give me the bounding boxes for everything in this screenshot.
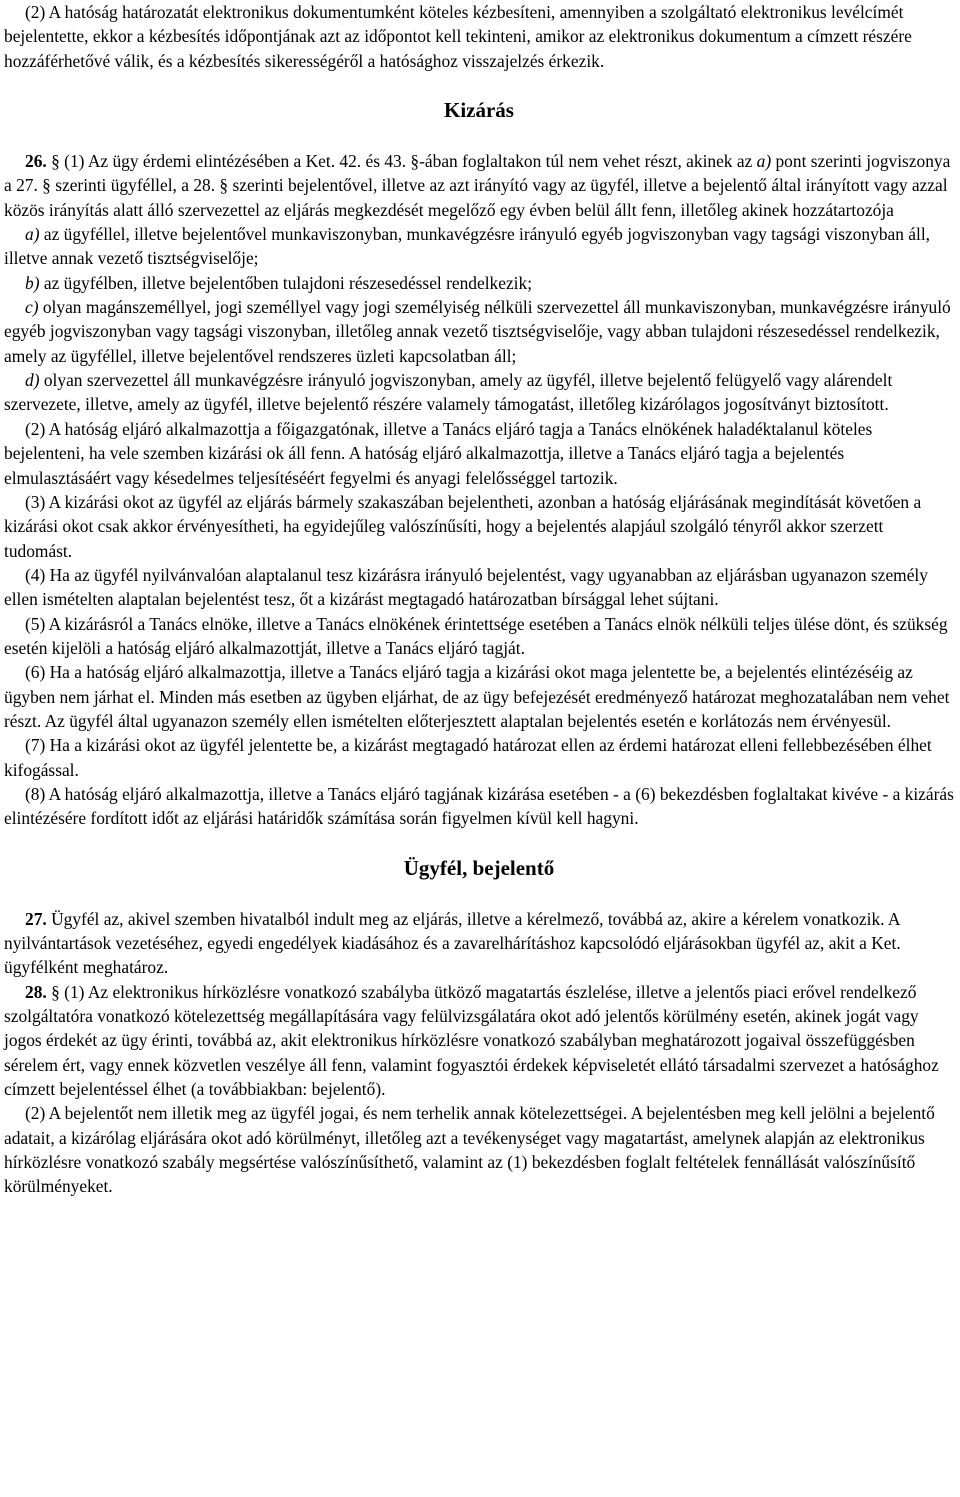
point-text: olyan magánszeméllyel, jogi személlyel vagy jogi személyiség nélküli szervezettel áll munkaviszonyban, munkavégzésre irányuló egyéb jogviszonyban vagy tagsági viszonyban, illetőleg annak vezető tisztségviselője, vagy abban tulajdoni részesedéssel rendelkezik, amely az ügyféllel, illetve bejelentővel rendszeres üzleti kapcsolatban áll; [4, 297, 951, 366]
subsection-paragraph: (7) Ha a kizárási okot az ügyfél jelentette be, a kizárást megtagadó határozat ellen az érdemi határozat elleni fellebbezésében élhet kifogással. [4, 735, 932, 780]
point-text: az ügyfélben, illetve bejelentőben tulajdoni részesedéssel rendelkezik; [39, 272, 533, 293]
intro-paragraph: (2) A hatóság határozatát elektronikus dokumentumként köteles kézbesíteni, amennyiben a szolgáltató elektronikus levélcímét bejelentette, ekkor a kézbesítés időpontjának azt az időpontot kell tekinteni, amikor az elektronikus dokumentum a címzett részére hozzáférhetővé válik, és a kézbesítés sikerességéről a hatósághoz visszajelzés érkezik. [4, 2, 912, 71]
point-item [4, 368, 954, 417]
section-number: 27. [25, 908, 47, 929]
section-26-text-5: szerinti bejelentővel, illetve az azt irányító vagy az ügyfél, illetve a bejelentő által irányított vagy azzal közös irányítás alatt álló szervezettel az eljárás megkezdését megelőző egy évben belül állt fenn, illetőleg akinek hozzátartozója [4, 175, 948, 220]
section-27-text: Ügyfél az, akivel szemben hivatalból indult meg az eljárás, illetve a kérelmező, továbbá az, akire a kérelem vonatkozik. A nyilvántartások vezetéséhez, egyedi engedélyek kiadásához és a zavarelhárításhoz kapcsolódó eljárásokban ügyfél az, akit a Ket. ügyfélként meghatároz. [4, 908, 901, 978]
subsection-paragraph: (8) A hatóság eljáró alkalmazottja, illetve a Tanács eljáró tagjának kizárása esetében - a (6) bekezdésben foglaltakat kivéve - a kizárás elintézésére fordított időt az eljárási határidők számítása során figyelmen kívül kell hagyni. [4, 783, 954, 829]
section-number: 26. [25, 151, 47, 172]
subsection-paragraph: (2) A bejelentőt nem illetik meg az ügyfél jogai, és nem terhelik annak kötelezettségei. A bejelentésben meg kell jelölni a bejelentő adatait, a kizárólag eljárására okot adó körülményt, illetőleg azt a tevékenységet vagy magatartást, amelynek alapján az elektronikus hírközlésre vonatkozó szabály megsértése valószínűsíthető, valamint az (1) bekezdésben foglalt feltételek fennállását valószínűsítő körülményeket. [4, 1103, 935, 1197]
point-text: olyan szervezettel áll munkavégzésre irányuló jogviszonyban, amely az ügyfél, illetve bejelentő felügyelő vagy alárendelt szervezete, illetve, amely az ügyfél, illetve bejelentő részére valamely támogatást, illetőleg kizárólagos jogosítványt biztosított. [4, 370, 893, 415]
section-28-paragraph [4, 980, 954, 1102]
section-26-paragraph [4, 149, 954, 222]
point-label: b) [25, 272, 40, 293]
point-label: d) [25, 370, 40, 391]
point-item [4, 271, 954, 295]
section-symbol: § [51, 981, 60, 1002]
section-symbol: § [410, 151, 420, 172]
point-item [4, 295, 954, 368]
section-26-text-3: pont szerinti jogviszonya a 27. [4, 151, 951, 196]
subsection-paragraph: (5) A kizárásról a Tanács elnöke, illetve a Tanács elnökének érintettsége esetében a Tanács elnök nélküli teljes ülése dönt, és szükség esetén kijelöli a hatóság eljáró alkalmazottját, illetve a Tanács eljáró tagját. [4, 613, 948, 658]
point-item [4, 222, 954, 271]
section-28-text: (1) Az elektronikus hírközlésre vonatkozó szabályba ütköző magatartás észlelése, illetve a jelentős piaci erővel rendelkező szolgáltatóra vonatkozó kötelezettség megállapítására vagy felülvizsgálatára okot adó jelentős körülmény esetén, akinek jogát vagy jogos érdekét az ügy érinti, továbbá az, akit elektronikus hírközlésre vonatkozó szabályban meghatározott jogaival összefüggésben sérelem ért, vagy ennek közvetlen veszélye áll fenn, valamint fogyasztói érdekek képviseletét ellátó társadalmi szervezet a hatósághoz címzett bejelentéssel élhet (a továbbiakban: bejelentő). [4, 981, 939, 1100]
section-heading-ugyfel: Ügyfél, bejelentő [403, 855, 555, 880]
subsection-paragraph: (2) A hatóság eljáró alkalmazottja a főigazgatónak, illetve a Tanács eljáró tagja a Tanács elnökének haladéktalanul köteles bejelenteni, ha vele szemben kizárási ok áll fenn. A hatóság eljáró alkalmazottja, illetve a Tanács eljáró tagja a bejelentés elmulasztásáért vagy késedelmes teljesítéséért fegyelmi és anyagi felelősséggel tartozik. [4, 418, 873, 488]
point-label: a) [756, 151, 772, 172]
section-27-paragraph [4, 907, 954, 980]
subsection-paragraph: (3) A kizárási okot az ügyfél az eljárás bármely szakaszában bejelentheti, azonban a hatóság eljárásának megindítását követően a kizárási okot csak akkor érvényesítheti, ha egyidejűleg valószínűsíti, hogy a bejelentés alapjául szolgáló tényről akkor szerzett tudomást. [4, 491, 922, 561]
point-text: az ügyféllel, illetve bejelentővel munkaviszonyban, munkavégzésre irányuló egyéb jogviszonyban vagy tagsági viszonyban áll, illetve annak vezető tisztségviselője; [4, 224, 931, 269]
section-26-text-1: (1) Az ügy érdemi elintézésében a Ket. 42. és 43. [59, 151, 411, 172]
section-symbol: § [219, 175, 229, 196]
section-number: 28. [25, 981, 47, 1002]
point-label: c) [25, 297, 39, 318]
section-heading-kizaras: Kizárás [444, 98, 514, 123]
section-symbol: § [42, 175, 51, 196]
section-symbol: § [51, 151, 60, 172]
subsection-paragraph: (6) Ha a hatóság eljáró alkalmazottja, illetve a Tanács eljáró tagja a kizárási okot maga jelentette be, a bejelentés elintézéséig az ügyben nem járhat el. Minden más esetben az ügyben eljárhat, de az ügy befejezését eredményező határozat meghozatalában nem vehet részt. Az ügyfél által ugyanazon személy ellen ismételten előterjesztett alaptalan bejelentés esetén e korlátozás nem érvényesül. [4, 662, 950, 731]
section-26-text-4: szerinti ügyféllel, a 28. [50, 175, 220, 196]
point-label: a) [25, 224, 40, 245]
subsection-paragraph: (4) Ha az ügyfél nyilvánvalóan alaptalanul tesz kizárásra irányuló bejelentést, vagy ugyanabban az eljárásban ugyanazon személy ellen ismételten alaptalan bejelentést tesz, őt a kizárást megtagadó határozatban bírsággal lehet sújtani. [4, 564, 928, 610]
section-26-text-2: -ában foglaltakon túl nem vehet részt, akinek az [419, 151, 757, 172]
